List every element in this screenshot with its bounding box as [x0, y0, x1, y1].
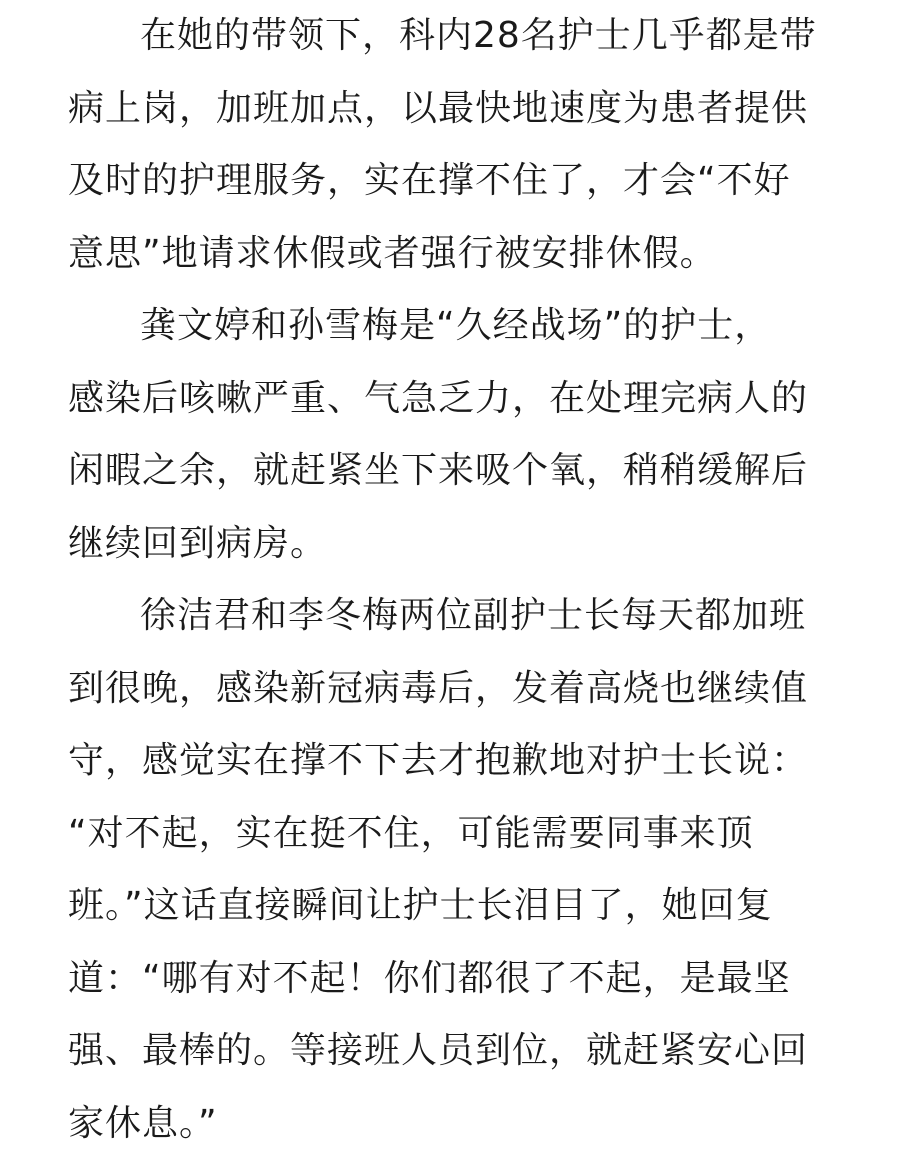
text-line: 班。”这话直接瞬间让护士长泪目了，她回复: [68, 885, 773, 926]
text-line: 继续回到病房。: [68, 522, 328, 564]
text-line: 道：“哪有对不起！你们都很了不起，是最坚: [68, 957, 791, 999]
text-line: 在她的带领下，科内28名护士几乎都是带: [140, 15, 817, 56]
text-line: 闲暇之余，就赶紧坐下来吸个氧，稍稍缓解后: [68, 450, 809, 491]
text-line: 守，感觉实在撑不下去才抱歉地对护士长说：: [68, 740, 809, 781]
paragraph-1: [68, 0, 838, 290]
text-line: 龚文婷和孙雪梅是“久经战场”的护士，: [140, 305, 772, 346]
text-line: 徐洁君和李冬梅两位副护士长每天都加班: [140, 595, 807, 636]
paragraph-3: [68, 580, 838, 1160]
article-body: [68, 0, 838, 1160]
text-line: 及时的护理服务，实在撑不住了，才会“不好: [68, 160, 791, 201]
text-line: 病上岗，加班加点，以最快地速度为患者提供: [68, 87, 809, 129]
text-line: 家休息。”: [68, 1102, 218, 1144]
text-line: 意思”地请求休假或者强行被安排休假。: [68, 232, 717, 274]
text-line: 强、最棒的。等接班人员到位，就赶紧安心回: [68, 1030, 809, 1071]
text-line: 感染后咳嗽严重、气急乏力，在处理完病人的: [68, 377, 809, 419]
paragraph-2: [68, 290, 838, 580]
text-line: 到很晚，感染新冠病毒后，发着高烧也继续值: [68, 667, 809, 709]
text-line: “对不起，实在挺不住，可能需要同事来顶: [68, 812, 754, 854]
